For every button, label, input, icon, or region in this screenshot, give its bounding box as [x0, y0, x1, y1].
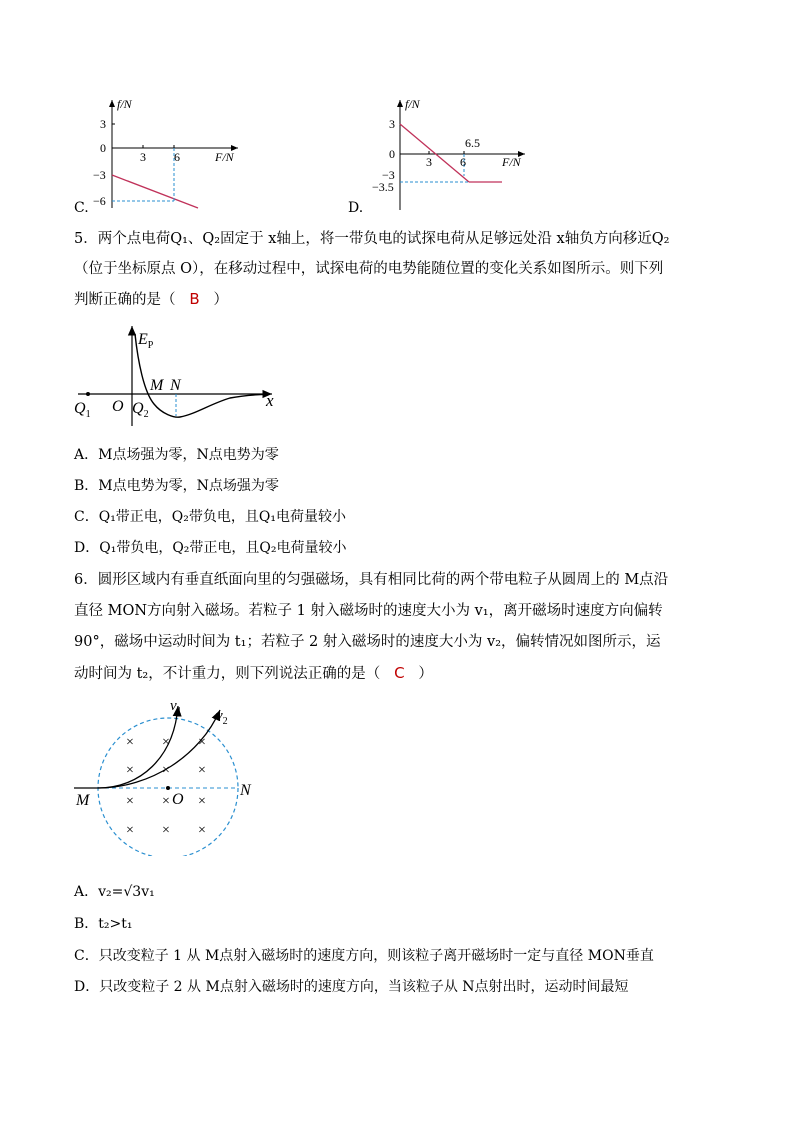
cross-mark: ×	[198, 794, 206, 809]
cross-mark: ×	[126, 763, 134, 778]
o-label: O	[112, 398, 124, 415]
q5-stem-line2: （位于坐标原点 O），在移动过程中，试探电荷的电势能随位置的变化关系如图所示。则下列	[74, 261, 664, 277]
q6-stem-line3: 90°，磁场中运动时间为 t₁；若粒子 2 射入磁场时的速度大小为 v₂，偏转情况如图所示，运	[74, 634, 661, 650]
option-d-letter: D.	[348, 200, 364, 216]
q6-stem-line2: 直径 MON方向射入磁场。若粒子 1 射入磁场时的速度大小为 v₁，离开磁场时速度方向偏转	[74, 603, 663, 619]
q6-stem-line1: 6．圆形区域内有垂直纸面向里的匀强磁场，具有相同比荷的两个带电粒子从圆周上的 M点沿	[74, 572, 669, 588]
cross-mark: ×	[162, 823, 170, 838]
q2-label: $Q_2$	[132, 400, 149, 420]
q5-answer: B	[189, 290, 200, 308]
tick-y-m6: −6	[93, 194, 106, 208]
q5-option-a: A．M点场强为零，N点电势为零	[74, 447, 279, 463]
tick-y-m3: −3	[93, 168, 106, 182]
cross-mark: ×	[198, 735, 206, 750]
q5-potential-energy-graph	[70, 322, 290, 427]
x-label: x	[266, 391, 274, 410]
cross-mark: ×	[198, 763, 206, 778]
v1-label: $v_1$	[170, 698, 182, 717]
f-curve	[112, 175, 198, 208]
tick-y-3: 3	[389, 117, 395, 131]
cross-mark: ×	[162, 735, 170, 750]
q6-option-a: A．v₂=√3v₁	[74, 884, 155, 900]
tick-y-m3: −3	[382, 168, 395, 182]
q1-point	[86, 392, 90, 396]
x-axis-label: F/N	[215, 150, 234, 164]
q1-label: $Q_1$	[74, 400, 91, 420]
tick-x-3: 3	[140, 150, 146, 164]
tick-x-3: 3	[426, 155, 432, 169]
tick-x-65: 6.5	[465, 136, 480, 150]
q5-stem-line3	[74, 290, 228, 309]
m-label: M	[76, 792, 90, 809]
y-axis-label: f/N	[405, 97, 420, 111]
q5-option-d: D．Q₁带负电，Q₂带正电，且Q₂电荷量较小	[74, 540, 347, 556]
cross-mark: ×	[162, 794, 170, 809]
ep-label: $E_P$	[138, 331, 154, 351]
cross-mark: ×	[162, 763, 170, 778]
tick-x-6: 6	[460, 155, 466, 169]
q5-stem-close: ）	[213, 292, 228, 308]
cross-mark: ×	[126, 735, 134, 750]
q5-option-b: B．M点电势为零，N点场强为零	[74, 478, 279, 494]
q6-stem-text: 动时间为 t₂，不计重力，则下列说法正确的是（	[74, 666, 381, 682]
tick-y-0: 0	[389, 147, 395, 161]
tick-x-6: 6	[174, 150, 180, 164]
q6-answer: C	[394, 664, 405, 682]
x-axis-label: F/N	[502, 155, 521, 169]
center-point	[166, 786, 170, 790]
q6-stem-close: ）	[418, 666, 433, 682]
cross-mark: ×	[126, 794, 134, 809]
q6-option-b: B．t₂>t₁	[74, 916, 133, 932]
o-label: O	[172, 791, 184, 808]
q5-stem-text: 判断正确的是（	[74, 292, 176, 308]
q5-stem-line1: 5．两个点电荷Q₁、Q₂固定于 x轴上，将一带负电的试探电荷从足够远处沿 x轴负方向移近Q₂	[74, 231, 670, 247]
n-label: N	[170, 377, 181, 394]
option-c-letter: C.	[74, 200, 89, 216]
q5-option-c: C．Q₁带正电，Q₂带负电，且Q₁电荷量较小	[74, 509, 346, 525]
tick-y-m35: −3.5	[372, 180, 394, 194]
graph-option-c	[70, 96, 270, 216]
q6-option-c: C．只改变粒子 1 从 M点射入磁场时的速度方向，则该粒子离开磁场时一定与直径 MON垂直	[74, 948, 654, 964]
tick-y-0: 0	[100, 141, 106, 155]
f-curve	[400, 124, 469, 182]
n-label: N	[240, 782, 251, 799]
ep-curve	[135, 334, 268, 417]
q6-magnetic-field-figure	[70, 696, 270, 856]
y-axis-label: f/N	[117, 97, 132, 111]
q6-stem-line4	[74, 664, 433, 683]
graph-option-d	[345, 96, 545, 216]
tick-y-3: 3	[100, 117, 106, 131]
q6-option-d: D．只改变粒子 2 从 M点射入磁场时的速度方向，当该粒子从 N点射出时，运动时间最短	[74, 979, 629, 995]
cross-mark: ×	[126, 823, 134, 838]
field-crosses	[126, 735, 206, 838]
cross-mark: ×	[198, 823, 206, 838]
m-label: M	[150, 377, 164, 394]
v2-label: $v_2$	[216, 708, 228, 727]
